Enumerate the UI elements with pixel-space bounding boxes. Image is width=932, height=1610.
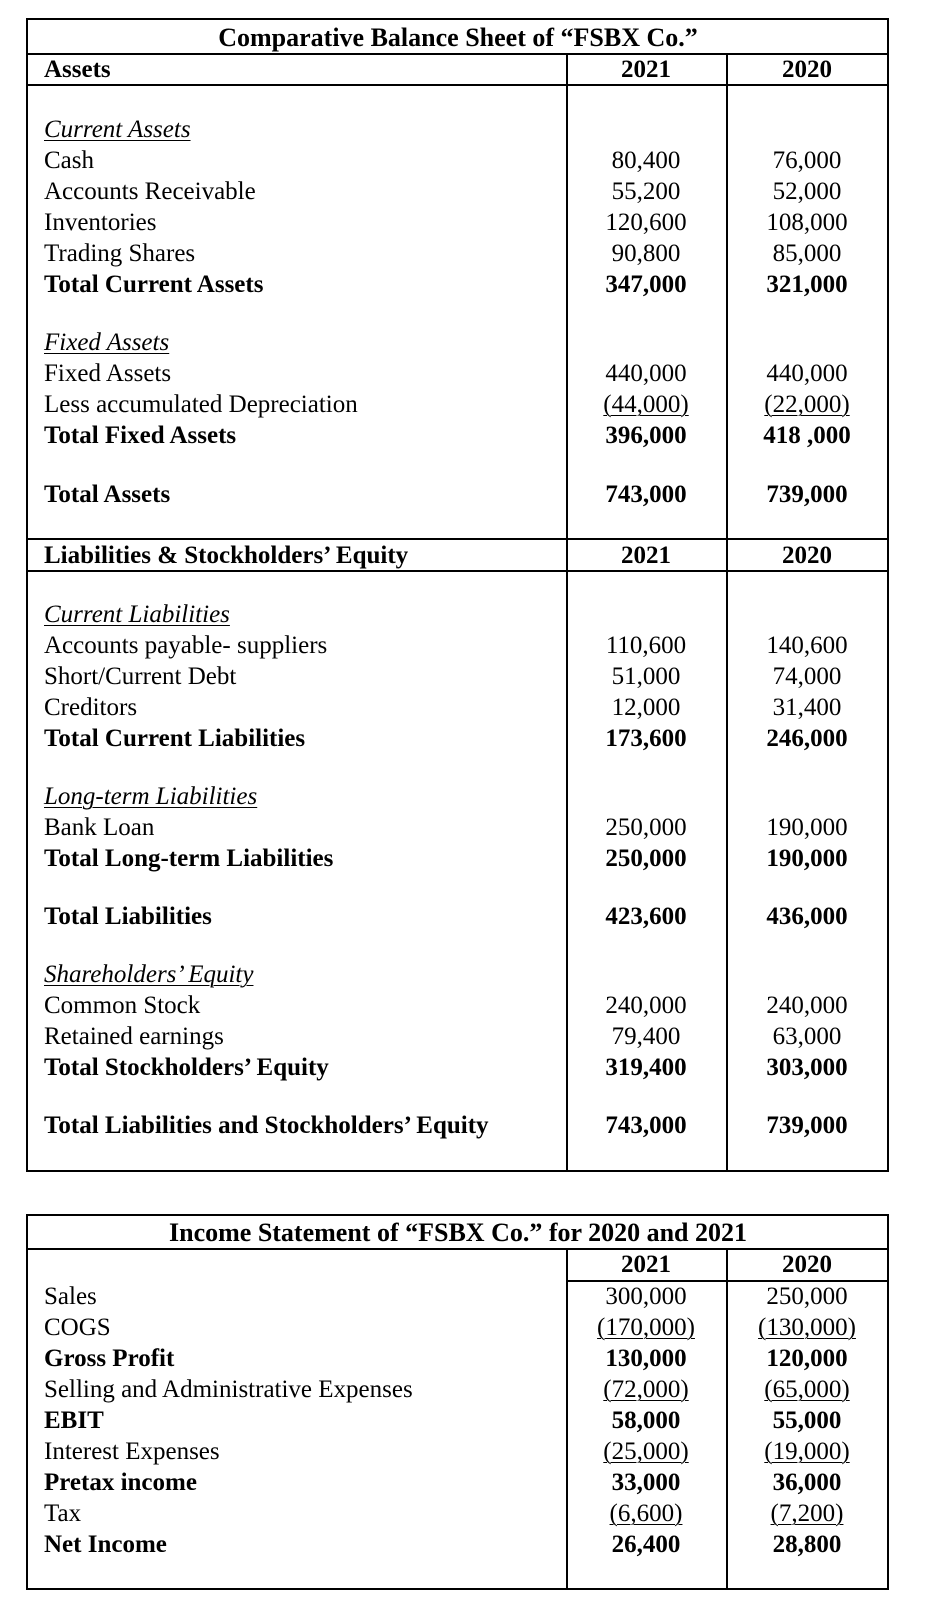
row-label: Accounts Receivable [44, 178, 256, 205]
section-heading-shareholders-equity: Shareholders’ Equity [44, 961, 254, 988]
income-row-label: Tax [44, 1500, 82, 1527]
total-long-term-liabilities-2020: 190,000 [766, 845, 848, 872]
total-liabilities-2020: 436,000 [766, 903, 848, 930]
value-text: (25,000) [603, 1438, 689, 1465]
row-label: Common Stock [44, 992, 201, 1019]
section-heading-current-assets: Current Assets [44, 116, 191, 143]
value-2021 [566, 1375, 726, 1405]
value-2020: 108,000 [766, 209, 848, 236]
total-liabilities-equity-2021: 743,000 [605, 1112, 687, 1139]
total-liabilities-label: Total Liabilities [44, 903, 212, 930]
value-2021 [566, 1499, 726, 1529]
income-statement-table [26, 1214, 889, 1590]
row-label: Less accumulated Depreciation [44, 391, 358, 418]
liabilities-equity-header: Liabilities & Stockholders’ Equity [44, 542, 409, 569]
total-stockholders-equity-2021: 319,400 [605, 1054, 687, 1081]
value-2020: 190,000 [766, 814, 848, 841]
balance-sheet-title: Comparative Balance Sheet of “FSBX Co.” [218, 23, 698, 52]
value-2020: 440,000 [766, 360, 848, 387]
value-2021: 300,000 [605, 1283, 687, 1310]
value-2020: 140,600 [766, 632, 848, 659]
value-2021: 12,000 [611, 694, 681, 721]
value-2020: 28,800 [772, 1531, 842, 1558]
section-heading-current-liabilities: Current Liabilities [44, 601, 230, 628]
total-long-term-liabilities-label: Total Long-term Liabilities [44, 845, 334, 872]
value-2021 [566, 1437, 726, 1467]
income-row-label: COGS [44, 1314, 111, 1341]
total-stockholders-equity-2020: 303,000 [766, 1054, 848, 1081]
value-2021: 80,400 [611, 147, 681, 174]
value-2021: 58,000 [611, 1407, 681, 1434]
row-label: Short/Current Debt [44, 663, 237, 690]
value-text: (44,000) [603, 391, 689, 418]
year-2020-header: 2020 [782, 56, 832, 83]
value-text: (72,000) [603, 1376, 689, 1403]
total-liabilities-equity-2020: 739,000 [766, 1112, 848, 1139]
value-2021: 110,600 [605, 632, 687, 659]
value-2020 [726, 1375, 888, 1405]
section-heading-fixed-assets: Fixed Assets [44, 329, 170, 356]
value-2021: 26,400 [611, 1531, 681, 1558]
value-2020 [726, 1499, 888, 1529]
value-text: (65,000) [764, 1376, 850, 1403]
value-2020: 63,000 [772, 1023, 842, 1050]
year-2021-header: 2021 [621, 56, 671, 83]
value-2021: 120,600 [605, 209, 687, 236]
total-assets-2021: 743,000 [605, 481, 687, 508]
total-stockholders-equity-label: Total Stockholders’ Equity [44, 1054, 329, 1081]
value-2021: 240,000 [605, 992, 687, 1019]
total-fixed-assets-2020: 418 ,000 [763, 422, 851, 449]
value-2020 [726, 1437, 888, 1467]
year-2021-header: 2021 [621, 542, 671, 569]
value-2020: 74,000 [772, 663, 842, 690]
value-text: (19,000) [764, 1438, 850, 1465]
total-current-assets-2021: 347,000 [605, 271, 687, 298]
value-text: (22,000) [764, 391, 850, 418]
value-2020: 76,000 [772, 147, 842, 174]
row-label: Creditors [44, 694, 138, 721]
value-2021: 79,400 [611, 1023, 681, 1050]
value-2021: 51,000 [611, 663, 681, 690]
income-row-label: EBIT [44, 1407, 104, 1434]
value-2021 [566, 390, 726, 420]
total-current-liabilities-2020: 246,000 [766, 725, 848, 752]
total-current-liabilities-label: Total Current Liabilities [44, 725, 306, 752]
total-assets-2020: 739,000 [766, 481, 848, 508]
total-current-assets-2020: 321,000 [766, 271, 848, 298]
income-row-label: Selling and Administrative Expenses [44, 1376, 413, 1403]
income-row-label: Gross Profit [44, 1345, 175, 1372]
value-2021: 55,200 [611, 178, 681, 205]
value-2021: 90,800 [611, 240, 681, 267]
row-label: Inventories [44, 209, 157, 236]
total-liabilities-equity-label: Total Liabilities and Stockholders’ Equity [44, 1112, 489, 1139]
value-text: (7,200) [770, 1500, 844, 1527]
total-current-assets-label: Total Current Assets [44, 271, 264, 298]
year-2020-header: 2020 [782, 542, 832, 569]
value-2021: 33,000 [611, 1469, 681, 1496]
value-2020: 31,400 [772, 694, 842, 721]
income-row-label: Sales [44, 1283, 97, 1310]
income-row-label: Interest Expenses [44, 1438, 220, 1465]
value-text: (170,000) [597, 1314, 695, 1341]
value-text: (130,000) [758, 1314, 856, 1341]
income-row-label: Net Income [44, 1531, 167, 1558]
value-2021: 440,000 [605, 360, 687, 387]
value-2020: 120,000 [766, 1345, 848, 1372]
row-label: Bank Loan [44, 814, 155, 841]
value-2020: 250,000 [766, 1283, 848, 1310]
value-2021: 250,000 [605, 814, 687, 841]
value-2020 [726, 390, 888, 420]
assets-header: Assets [44, 56, 111, 83]
total-assets-label: Total Assets [44, 481, 171, 508]
section-heading-long-term-liabilities: Long-term Liabilities [44, 783, 258, 810]
value-2021 [566, 1313, 726, 1343]
value-2021: 130,000 [605, 1345, 687, 1372]
row-divider [28, 538, 887, 540]
row-label: Cash [44, 147, 94, 174]
row-label: Trading Shares [44, 240, 196, 267]
value-text: (6,600) [609, 1500, 683, 1527]
row-label: Retained earnings [44, 1023, 224, 1050]
row-label: Accounts payable- suppliers [44, 632, 328, 659]
total-current-liabilities-2021: 173,600 [605, 725, 687, 752]
total-fixed-assets-2021: 396,000 [605, 422, 687, 449]
year-2021-header: 2021 [621, 1251, 671, 1278]
income-row-label: Pretax income [44, 1469, 197, 1496]
total-liabilities-2021: 423,600 [605, 903, 687, 930]
total-long-term-liabilities-2021: 250,000 [605, 845, 687, 872]
total-fixed-assets-label: Total Fixed Assets [44, 422, 237, 449]
value-2020: 52,000 [772, 178, 842, 205]
value-2020: 55,000 [772, 1407, 842, 1434]
value-2020 [726, 1313, 888, 1343]
value-2020: 240,000 [766, 992, 848, 1019]
value-2020: 36,000 [772, 1469, 842, 1496]
year-2020-header: 2020 [782, 1251, 832, 1278]
income-statement-title: Income Statement of “FSBX Co.” for 2020 and 2021 [169, 1218, 747, 1247]
value-2020: 85,000 [772, 240, 842, 267]
balance-sheet-table [26, 18, 889, 1172]
row-label: Fixed Assets [44, 360, 172, 387]
